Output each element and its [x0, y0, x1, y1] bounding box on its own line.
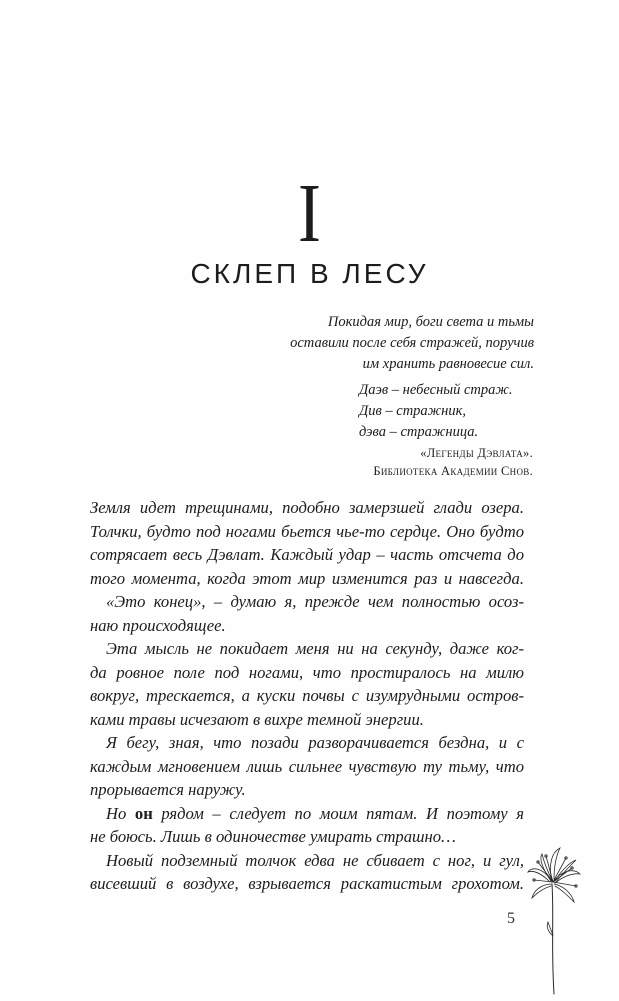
epigraph-poem-line: Даэв – небесный страж. [359, 382, 513, 398]
body-line-text: «Это конец», – думаю я, прежде чем полностью осоз- [106, 592, 524, 611]
body-line [90, 637, 524, 661]
lily-flower-icon [524, 846, 584, 996]
chapter-number: I [298, 167, 321, 260]
body-line [90, 802, 524, 826]
body-line-text: Я бегу, зная, что позади разворачивается бездна, и с [106, 733, 524, 752]
body-line: вокруг, трескается, а куски почвы с изумрудными остров- [90, 686, 524, 705]
body-text [90, 496, 524, 896]
body-line: висевший в воздухе, взрывается раскатистым грохотом. [90, 874, 524, 893]
page-number: 5 [507, 910, 515, 927]
body-line-text: рядом – следует по моим пятам. И поэтому я [161, 803, 524, 823]
epigraph-quote-line: Покидая мир, боги света и тьмы [327, 314, 534, 330]
epigraph-poem [359, 380, 539, 443]
body-line: не боюсь. Лишь в одиночестве умирать страшно… [90, 827, 456, 846]
emphasis-he: он [134, 803, 153, 823]
body-line-text: Но [106, 803, 127, 823]
body-line: сотрясает весь Дэвлат. Каждый удар – часть отсчета до [90, 545, 524, 564]
body-line: прорывается наружу. [90, 780, 246, 799]
body-line: того момента, когда этот мир изменится раз и навсегда. [90, 568, 524, 588]
body-line-text: Новый подземный толчок едва не сбивает с ног, и гул, [106, 850, 524, 870]
attribution-source: «Легенды Дэвлата». [420, 446, 533, 460]
epigraph-quote-line: им хранить равновесие сил. [362, 356, 534, 372]
body-line: Толчки, будто под ногами бьется чье-то сердце. Оно будто [90, 521, 524, 541]
body-line-text: Эта мысль не покидает меня ни на секунду, даже ког- [106, 639, 524, 658]
body-line [90, 731, 524, 755]
epigraph-quote [262, 312, 534, 375]
epigraph-poem-line: дэва – стражница. [359, 424, 479, 440]
body-line: наю происходящее. [90, 615, 226, 635]
body-line: каждым мгновением лишь сильнее чувствую ту тьму, что [90, 756, 524, 776]
epigraph-quote-line: оставили после себя стражей, поручив [290, 335, 534, 351]
chapter-title: СКЛЕП В ЛЕСУ [190, 258, 429, 289]
attribution-library: Библиотека Академии Снов. [373, 464, 533, 478]
body-line [90, 590, 524, 614]
body-line [90, 849, 524, 873]
epigraph-poem-line: Див – стражник, [359, 403, 467, 419]
body-line: ками травы исчезают в вихре темной энергии. [90, 709, 424, 729]
body-line: Земля идет трещинами, подобно замерзшей глади озера. [90, 498, 524, 517]
body-line: да ровное поле под ногами, что простиралось на милю [90, 662, 524, 682]
epigraph-attribution [373, 444, 533, 480]
